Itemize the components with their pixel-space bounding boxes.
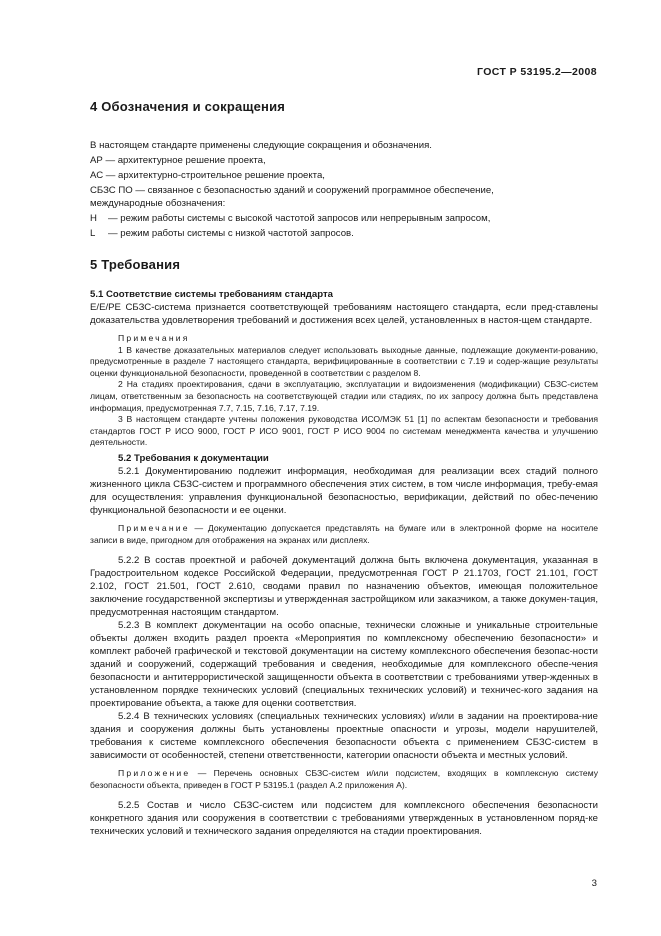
clause-5-2-5: 5.2.5 Состав и число СБЗС-систем или подсистем для комплексного обеспечения безопасности конкретного здания или сооружения в соответствии с требованиями утвержденных в установленном поряд-ке технических условий и технического задания определяются на стадии проектирования. [90,800,598,838]
note-5-2-1 [90,523,598,546]
intl-code: L [90,228,96,239]
section-4-title: 4 Обозначения и сокращения [90,99,286,114]
note-2: 2 На стадиях проектирования, сдачи в эксплуатацию, эксплуатации и видоизменения (модификации) СБЗС-систем лицам, ответственным за безопасность на соответствующей стадии или стадиях, по их запросу должна быть представлена информация, предусмотренная 7.7, 7.15, 7.16, 7.17, 7.19. [90,379,598,413]
appendix-label: Приложение [118,768,191,779]
note-label: Примечание [118,522,190,533]
subsection-5-1-title: 5.1 Соответствие системы требованиям стандарта [90,289,333,300]
abbr-item: АР — архитектурное решение проекта, [90,155,266,166]
note-text: — Документацию допускается представлять на бумаге или в электронной форме на носителе записи в виде, пригодном для отображения на экранах или дисплеях. [90,522,599,545]
abbr-item: СБЗС ПО — связанное с безопасностью зданий и сооружений программное обеспечение, [90,185,494,196]
abbr-item: международные обозначения: [90,198,226,209]
abbr-item: АС — архитектурно-строительное решение проекта, [90,170,325,181]
page-number: 3 [591,878,597,889]
clause-5-2-4: 5.2.4 В технических условиях (специальных технических условиях) и/или в задании на проектирова-ние здания и сооружения должны быть установлены проектные опасности и угрозы, модели нарушителей, требования к системе комплексного обеспечения безопасности объекта с применением СБЗС-систем в зависимости от особенностей, степени ответственности, категории опасности объекта и местных условий. [90,711,598,762]
standard-header: ГОСТ Р 53195.2—2008 [477,66,597,78]
subsection-5-2-title: 5.2 Требования к документации [118,452,269,464]
appendix-note [90,768,598,791]
section-4-body [90,139,598,240]
subsection-5-1-text: Е/Е/РЕ СБЗС-система признается соответствующей требованиям настоящего стандарта, если пред-ставлены доказательства удовлетворения требований и достижения всех целей, установленных в настоя-щем стандарте. [90,302,598,326]
section-4-intro: В настоящем стандарте применены следующие сокращения и обозначения. [90,140,432,151]
notes-label-text: Примечания [118,333,190,343]
clause-5-2-3: 5.2.3 В комплект документации на особо опасные, технически сложные и уникальные строительные объекты должен входить раздел проекта «Мероприятия по комплексному обеспечению безопасности» и комплект рабочей графической и текстовой документации на систему комплексного обеспечения безопас-ности зданий и сооружений, содержащий требования и сведения, необходимые для комплексного обеспе-чения безопасности и антитеррористической защищенности объекта в соответствии с требованиями утвер-жденных в установленном порядке технических условий (специальных технических условий) и техничес-кого задания на проектирование объекта, а также для оценки соответствия. [90,620,598,710]
notes-label [90,333,598,345]
clause-5-2-2: 5.2.2 В состав проектной и рабочей документаций должна быть включена документация, указанная в Градостроительном кодексе Российской Федерации, предусмотренная ГОСТ Р 21.1703, ГОСТ 21.101, ГОСТ 2.102, ГОСТ 21.501, ГОСТ 2.610, сводами правил по назначению объектов, имеющая положительное заключение государственной экспертизы и утвержденная застройщиком или заказчиком, а также докумен-тация, предусмотренная настоящим стандартом. [90,555,598,619]
intl-item [90,212,598,225]
page-content [90,96,598,838]
intl-text: — режим работы системы с высокой частотой запросов или непрерывным запросом, [108,213,491,224]
intl-code: Н [90,213,97,224]
section-5-title: 5 Требования [90,257,181,272]
note-3: 3 В настоящем стандарте учтены положения руководства ИСО/МЭК 51 [1] по аспектам безопасности и требования стандартов ГОСТ Р ИСО 9000, ГОСТ Р ИСО 9001, ГОСТ Р ИСО 9004 по системам менеджмента качества и улучшению деятельности. [90,414,598,448]
appendix-text: — Перечень основных СБЗС-систем и/или подсистем, входящих в комплексную систему безопасности объекта, приведен в ГОСТ Р 53195.1 (раздел А.2 приложения А). [90,768,599,790]
clause-5-2-1: 5.2.1 Документированию подлежит информация, необходимая для реализации всех стадий полного жизненного цикла СБЗС-систем и программного обеспечения этих систем, в том числе информация, требу-емая для осуществления: управления функциональной безопасностью, верификации, действий по обес-печению функциональной безопасности и ее оценки. [90,465,598,516]
intl-item [90,227,598,240]
intl-text: — режим работы системы с низкой частотой запросов. [108,228,354,239]
note-1: 1 В качестве доказательных материалов следует использовать выходные данные, подлежащие документи-рованию, предусмотренные в разделе 7 настоящего стандарта, верифицированные в соответствии с 7.19 и содер-жащие результаты оценки функциональной безопасности, проведенной в соответствии с разделом 8. [90,344,598,378]
